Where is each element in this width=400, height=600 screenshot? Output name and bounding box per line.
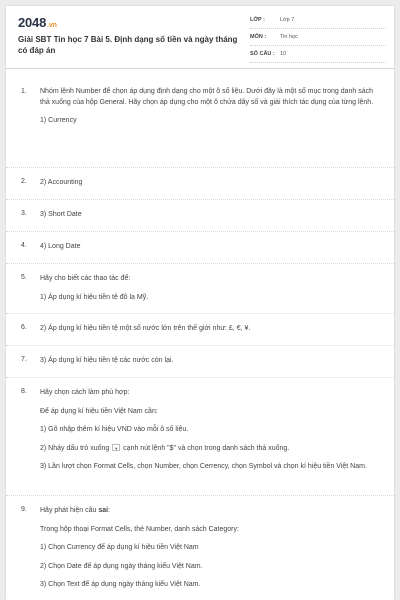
question-item: [6, 346, 394, 378]
question-text: Hãy chọn cách làm phù hợp:: [40, 389, 130, 396]
page-header: [6, 6, 394, 69]
question-number: 2.: [21, 178, 27, 185]
question-number: 6.: [21, 324, 27, 331]
question-item: [6, 82, 394, 168]
question-option: 3) Áp dụng kí hiệu tiền tệ các nước còn lại.: [40, 357, 174, 364]
question-option: 3) Lần lượt chọn Format Cells, chọn Number, chọn Cerrency, chọn Symbol và chọn kí hiệu tiền Việt Nam.: [40, 463, 367, 470]
question-option: 1) Gõ nhập thêm kí hiệu VND vào mỗi ô số liệu.: [40, 426, 189, 433]
page-title: Giải SBT Tin học 7 Bài 5. Định dạng số tiền và ngày tháng có đáp án: [18, 35, 238, 55]
meta-table: [250, 12, 386, 63]
meta-value: Tin học: [280, 34, 298, 40]
question-text: Trong hộp thoại Format Cells, thẻ Number, danh sách Category:: [40, 525, 239, 533]
question-text: Nhóm lệnh Number để chọn áp dụng định dạng cho một ô số liệu. Dưới đây là một số mục trong danh sách thả xuống của hộp General. Hãy chọn áp dụng cho một ô chứa dãy số và giải thích tác dụng của từng lệnh.: [40, 88, 374, 106]
question-option: 4) Long Date: [40, 243, 81, 250]
dropdown-arrow-icon: ▼: [112, 444, 120, 451]
meta-value: Lớp 7: [280, 17, 295, 23]
site-logo[interactable]: [18, 15, 57, 30]
question-option: 2) Accounting: [40, 179, 83, 186]
question-list: [6, 82, 394, 600]
question-option: 1) Currency: [40, 117, 77, 124]
question-option: 1) Chọn Currency để áp dụng kí hiệu tiền Việt Nam: [40, 544, 199, 551]
question-item: [6, 314, 394, 346]
meta-row-class: [250, 12, 386, 29]
question-item: [6, 200, 394, 232]
question-number: 9.: [21, 506, 27, 513]
question-text: Để áp dụng kí hiệu tiền Việt Nam cần:: [40, 407, 158, 415]
logo-tld: .vn: [47, 22, 57, 29]
question-option: 1) Áp dụng kí hiệu tiền tệ đô la Mỹ.: [40, 293, 149, 301]
question-number: 8.: [21, 388, 27, 395]
question-lead: Hãy phát hiện câu: [40, 507, 97, 514]
question-option: 3) Short Date: [40, 211, 82, 218]
question-lead-emphasis: sai: [98, 507, 109, 514]
meta-row-count: [250, 46, 386, 63]
option-text: cạnh nút lệnh "$" và chọn trong danh sách thả xuống.: [123, 444, 290, 452]
option-text: 2) Nháy dấu trỏ xuống: [40, 444, 110, 452]
meta-value: 10: [280, 51, 287, 57]
question-number: 5.: [21, 274, 27, 281]
meta-label: MÔN :: [250, 34, 267, 40]
question-item: [6, 232, 394, 264]
question-number: 3.: [21, 210, 27, 217]
question-number: 4.: [21, 242, 27, 249]
question-number: 7.: [21, 356, 27, 363]
question-number: 1.: [21, 88, 27, 95]
meta-label: LỚP :: [250, 17, 265, 23]
document-page: [6, 6, 394, 600]
meta-label: SỐ CÂU :: [250, 51, 275, 57]
question-text: [40, 496, 378, 517]
question-text: Hãy cho biết các thao tác để:: [40, 275, 131, 282]
question-option: 3) Chọn Text để áp dụng ngày tháng kiểu Việt Nam.: [40, 581, 201, 588]
question-item: [6, 378, 394, 496]
logo-text: 2048: [18, 15, 47, 30]
question-option: [40, 444, 378, 455]
meta-row-subject: [250, 29, 386, 46]
question-option: 2) Chọn Date để áp dụng ngày tháng kiểu Việt Nam.: [40, 562, 203, 570]
question-item: [6, 264, 394, 314]
question-option: 2) Áp dụng kí hiệu tiền tệ một số nước lớn trên thế giới như: £, €, ¥.: [40, 325, 251, 332]
question-item: [6, 168, 394, 200]
question-lead-end: :: [108, 507, 111, 514]
question-item: [6, 496, 394, 600]
